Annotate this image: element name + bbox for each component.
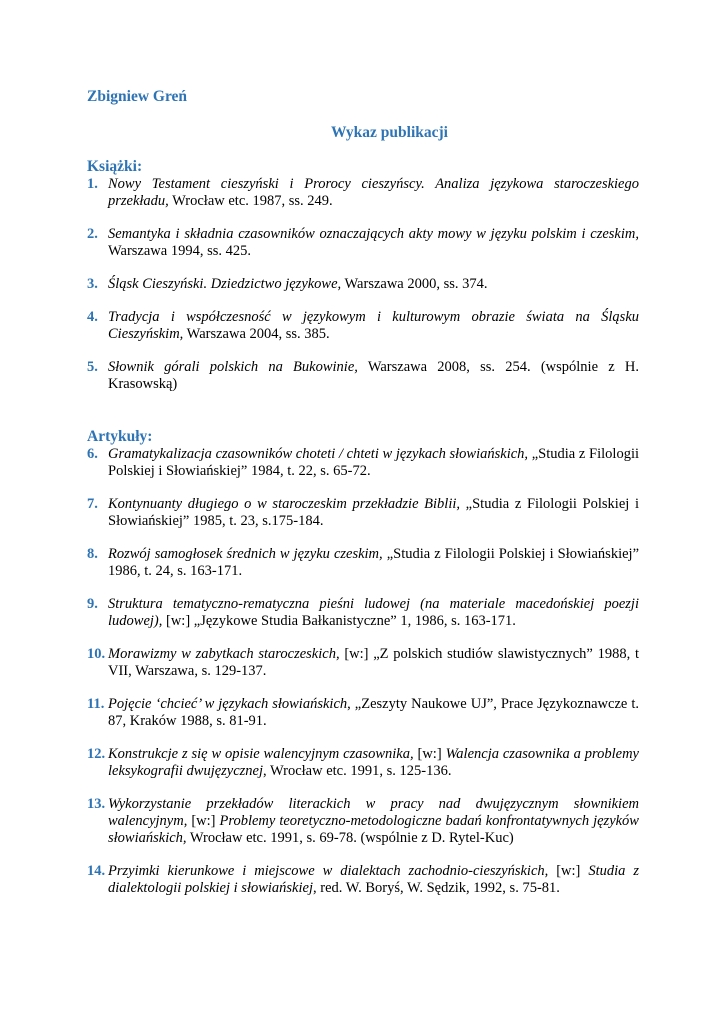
item-number: 6. [87, 446, 98, 462]
item-details: Warszawa 2004, ss. 385. [183, 326, 330, 342]
articles-list [87, 446, 639, 897]
item-details: [w:] „Językowe Studia Bałkanistyczne” 1, 1986, s. 163-171. [162, 613, 516, 629]
list-item [87, 696, 639, 730]
item-title: Nowy Testament cieszyński i Prorocy cieszyńscy. Analiza językowa staroczeskiego przekładu, [108, 176, 639, 209]
item-collection-title: Studia z dialektologii polskiej i słowiańskiej [108, 863, 639, 896]
item-details: [w:] [548, 863, 589, 879]
list-item [87, 176, 639, 210]
item-title: Pojęcie ‘chcieć’ w językach słowiańskich [108, 696, 348, 712]
item-title: Przyimki kierunkowe i miejscowe w dialektach zachodnio-cieszyńskich, [108, 863, 549, 879]
item-details: „Studia z Filologii Polskiej i Słowiańskiej” 1986, t. 24, s. 163-171. [108, 546, 640, 579]
item-number: 8. [87, 546, 98, 562]
item-details: , „Zeszyty Naukowe UJ”, Prace Językoznawcze t. 87, Kraków 1988, s. 81-91. [108, 696, 639, 729]
item-number: 7. [87, 496, 98, 512]
item-number: 2. [87, 226, 98, 242]
item-details: Warszawa 2008, ss. 254. (wspólnie z H. Krasowską) [108, 359, 639, 392]
item-collection-title: Walencja czasownika a problemy leksykografii dwujęzycznej [108, 746, 639, 779]
item-number: 11. [87, 696, 105, 712]
item-title: Rozwój samogłosek średnich w języku czeskim, [108, 546, 383, 562]
item-number: 4. [87, 309, 98, 325]
item-title: Śląsk Cieszyński. Dziedzictwo językowe, [108, 276, 342, 292]
item-details: „Studia z Filologii Polskiej i Słowiańskiej” 1985, t. 23, s.175-184. [108, 496, 639, 529]
list-item [87, 276, 639, 293]
item-title: Kontynuanty długiego o w staroczeskim przekładzie Biblii, [108, 496, 461, 512]
item-title: Słownik górali polskich na Bukowinie, [108, 359, 358, 375]
item-number: 12. [87, 746, 106, 762]
author-name: Zbigniew Greń [87, 88, 188, 105]
books-list [87, 176, 639, 393]
item-title: Struktura tematyczno-rematyczna pieśni ludowej (na materiale macedońskiej poezji ludowej), [108, 596, 639, 629]
document-title: Wykaz publikacji [331, 124, 448, 141]
item-number: 10. [87, 646, 106, 662]
item-details: [w:] [413, 746, 446, 762]
item-title: Konstrukcje z się w opisie walencyjnym czasownika, [108, 746, 414, 762]
item-number: 14. [87, 863, 106, 879]
list-item [87, 596, 639, 630]
section-articles-heading: Artykuły: [87, 428, 153, 445]
list-item [87, 359, 639, 393]
list-item [87, 226, 639, 260]
item-number: 3. [87, 276, 98, 292]
item-details-2: Wrocław etc. 1991, s. 69-78. (wspólnie z D. Rytel-Kuc) [186, 830, 514, 846]
item-details: Wrocław etc. 1987, ss. 249. [168, 193, 333, 209]
item-details-2: , Wrocław etc. 1991, s. 125-136. [263, 763, 452, 779]
item-number: 1. [87, 176, 98, 192]
item-number: 13. [87, 796, 106, 812]
item-number: 9. [87, 596, 98, 612]
list-item [87, 646, 639, 680]
item-details: Warszawa 2000, ss. 374. [341, 276, 488, 292]
item-title: Tradycja i współczesność w językowym i kulturowym obrazie świata na Śląsku Cieszyńskim, [108, 309, 639, 342]
item-title: Morawizmy w zabytkach staroczeskich, [108, 646, 340, 662]
list-item [87, 446, 639, 480]
item-details: [w:] [187, 813, 220, 829]
list-item [87, 746, 639, 780]
section-books-heading: Książki: [87, 158, 143, 175]
item-details-2: , red. W. Boryś, W. Sędzik, 1992, s. 75-81. [313, 880, 560, 896]
list-item [87, 863, 639, 897]
item-title: Gramatykalizacja czasowników choteti / chteti w językach słowiańskich, [108, 446, 529, 462]
item-title: Wykorzystanie przekładów literackich w pracy nad dwujęzycznym słownikiem walencyjnym, [108, 796, 639, 829]
item-collection-title: Problemy teoretyczno-metodologiczne badań konfrontatywnych języków słowiańskich, [108, 813, 639, 846]
list-item [87, 309, 639, 343]
item-details: Warszawa 1994, ss. 425. [108, 243, 251, 259]
item-number: 5. [87, 359, 98, 375]
item-details: „Studia z Filologii Polskiej i Słowiańskiej” 1984, t. 22, s. 65-72. [108, 446, 640, 479]
item-details: [w:] „Z polskich studiów slawistycznych” 1988, t VII, Warszawa, s. 129-137. [108, 646, 639, 679]
item-title: Semantyka i składnia czasowników oznaczających akty mowy w języku polskim i czeskim, [108, 226, 639, 242]
list-item [87, 496, 639, 530]
list-item [87, 546, 639, 580]
list-item [87, 796, 639, 847]
